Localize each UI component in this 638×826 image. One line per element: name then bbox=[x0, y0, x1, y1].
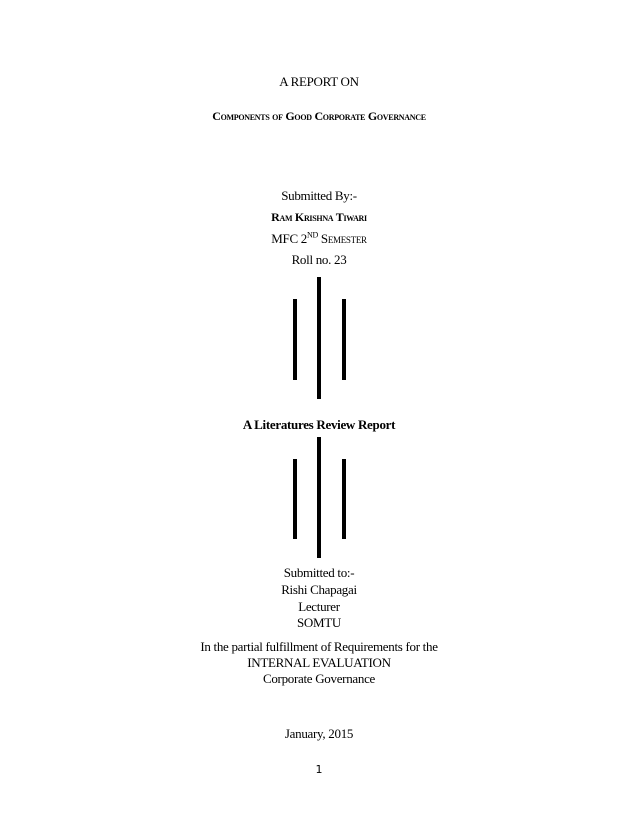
page-number: 1 bbox=[315, 763, 323, 776]
decorative-bar-left-2 bbox=[293, 459, 297, 539]
decorative-bar-right-2 bbox=[342, 459, 346, 539]
purpose-line-3: Corporate Governance bbox=[262, 671, 376, 686]
program-superscript: ND bbox=[306, 230, 318, 240]
report-date: January, 2015 bbox=[284, 726, 354, 741]
decorative-bar-right-1 bbox=[342, 299, 346, 380]
institution-name: SOMTU bbox=[296, 615, 341, 630]
program-prefix: MFC 2 bbox=[271, 231, 307, 246]
author-name: Ram Krishna Tiwari bbox=[271, 210, 367, 224]
report-heading: A REPORT ON bbox=[279, 74, 359, 89]
decorative-bar-center-2 bbox=[317, 437, 321, 558]
roll-number: Roll no. 23 bbox=[291, 252, 347, 267]
submitted-to-label: Submitted to:- bbox=[283, 565, 355, 580]
supervisor-name: Rishi Chapagai bbox=[281, 582, 357, 597]
report-type: A Literatures Review Report bbox=[242, 417, 396, 432]
submitted-by-label: Submitted By:- bbox=[281, 188, 357, 203]
supervisor-position: Lecturer bbox=[298, 599, 340, 614]
purpose-line-1: In the partial fulfillment of Requirements for the bbox=[200, 639, 438, 654]
purpose-line-2: INTERNAL EVALUATION bbox=[247, 655, 391, 670]
report-title: Components of Good Corporate Governance bbox=[212, 109, 426, 123]
program-line bbox=[0, 232, 638, 245]
program-semester: Semester bbox=[320, 231, 367, 246]
decorative-bar-left-1 bbox=[293, 299, 297, 380]
decorative-bar-center-1 bbox=[317, 277, 321, 399]
